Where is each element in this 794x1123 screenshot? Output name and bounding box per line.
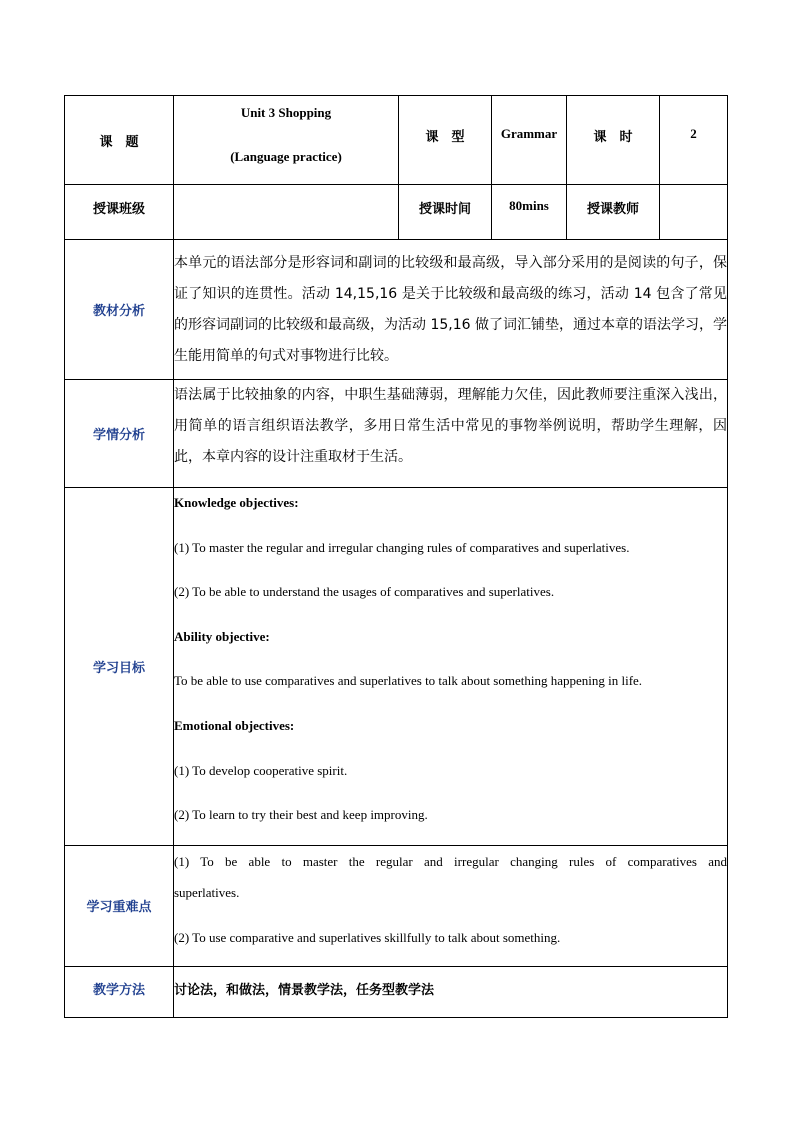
lesson-plan-table [64,95,728,1018]
emotional-heading: Emotional objectives: [174,717,295,733]
methods-text: 讨论法，和做法，情景教学法，任务型教学法 [174,966,728,1017]
header-row [65,96,728,185]
objectives-row [65,488,728,846]
time-value: 80mins [492,185,567,240]
type-value: Grammar [492,96,567,185]
knowledge-item-1: (1) To master the regular and irregular changing rules of comparatives and superlatives. [174,539,630,555]
knowledge-heading: Knowledge objectives: [174,495,299,510]
learner-row [65,380,728,488]
key-point-1-cont: superlatives. [174,884,240,900]
type-label: 课 型 [399,96,492,185]
key-points-label: 学习重难点 [65,845,174,966]
learner-text: 语法属于比较抽象的内容，中职生基础薄弱，理解能力欠佳，因此教师要注重深入浅出，用简单的语言组织语法教学，多用日常生活中常见的事物举例说明，帮助学生理解，因此，本章内容的设计注重取材于生活。 [174,380,728,488]
material-row [65,240,728,380]
hours-label: 课 时 [567,96,660,185]
emotional-item-2: (2) To learn to try their best and keep improving. [174,807,428,823]
class-row [65,185,728,240]
key-point-1: (1) To be able to master the regular and irregular changing rules of comparatives and [174,853,727,869]
key-point-2: (2) To use comparative and superlatives skillfully to talk about something. [174,929,561,945]
key-points-cell [174,845,728,966]
class-label: 授课班级 [65,185,174,240]
learner-label: 学情分析 [65,380,174,488]
emotional-item-1: (1) To develop cooperative spirit. [174,762,348,778]
methods-label: 教学方法 [65,966,174,1017]
teacher-label: 授课教师 [567,185,660,240]
ability-heading: Ability objective: [174,628,270,644]
methods-row [65,966,728,1017]
knowledge-item-2: (2) To be able to understand the usages of comparatives and superlatives. [174,584,555,600]
material-text: 本单元的语法部分是形容词和副词的比较级和最高级，导入部分采用的是阅读的句子，保证了知识的连贯性。活动 14,15,16 是关于比较级和最高级的练习，活动 14 包含了常见的形容词副词的比较级和最高级，为活动 15,16 做了词汇铺垫，通过本章的语法学习，学生能用简单的句式对事物进行比较。 [174,240,728,380]
teacher-value [660,185,728,240]
objectives-label: 学习目标 [65,488,174,846]
lesson-title-cell [174,96,399,185]
key-points-row [65,845,728,966]
hours-value: 2 [660,96,728,185]
class-value [174,185,399,240]
time-label: 授课时间 [399,185,492,240]
ability-item-1: To be able to use comparatives and superlatives to talk about something happening in life. [174,673,643,689]
lesson-title: Unit 3 Shopping [240,105,332,120]
objectives-cell [174,488,728,846]
material-label: 教材分析 [65,240,174,380]
subject-label: 课 题 [65,96,174,185]
lesson-subtitle: (Language practice) [230,149,342,164]
